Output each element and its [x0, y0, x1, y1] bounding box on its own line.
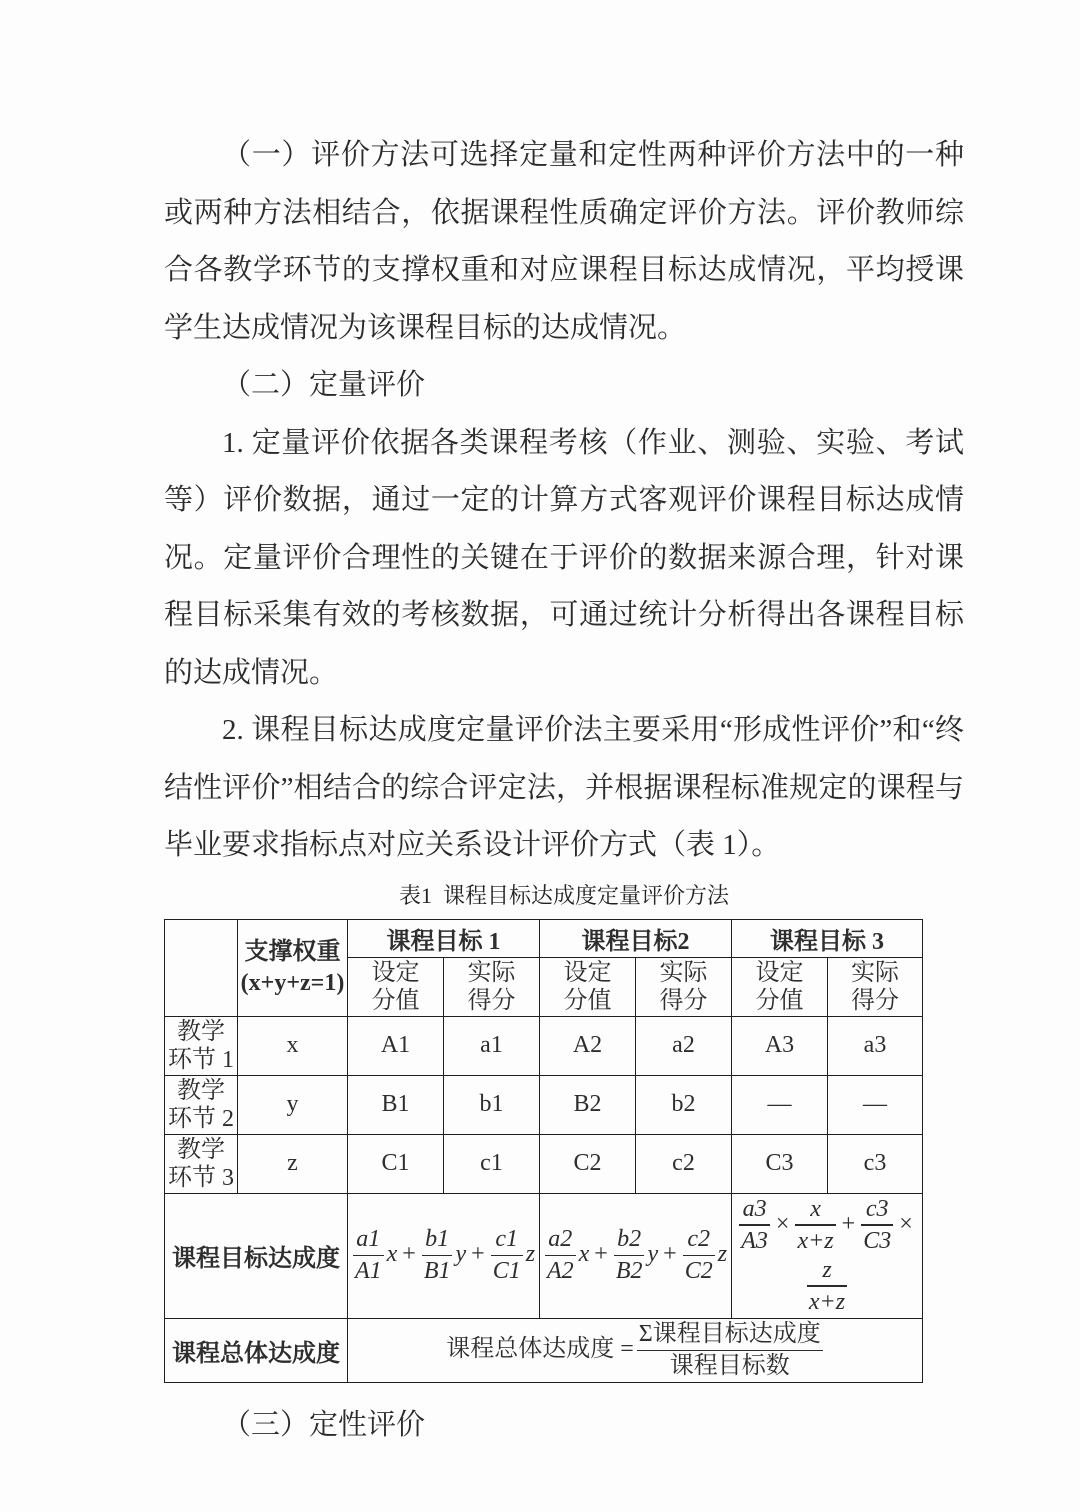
score-cell: B2 — [540, 1075, 636, 1134]
section-heading-3: （三）定性评价 — [222, 1409, 426, 1442]
score-cell: A3 — [732, 1016, 828, 1075]
support-weight-line2: (x+y+z=1) — [240, 969, 345, 996]
paragraph-2-item-1: 1. 定量评价依据各类课程考核（作业、测验、实验、考试等）评价数据，通过一定的计算方式客观评价课程目标达成情况。定量评价合理性的关键在于评价的数据来源合理，针对课程目标采集有效的考核数据，可通过统计分析得出各课程目标的达成情况。 — [164, 426, 964, 689]
paragraph-2-item-2: 2. 课程目标达成度定量评价法主要采用“形成性评价”和“终结性评价”相结合的综合评定法，并根据课程标准规定的课程与毕业要求指标点对应关系设计评价方式（表 1）。 — [164, 714, 964, 861]
corner-empty-cell — [165, 919, 238, 1016]
score-cell: C3 — [732, 1134, 828, 1193]
overall-formula: 课程总体达成度 = $\frac{\text{Σ课程目标达成度}}{\text{课程目标数}}$ — [348, 1318, 923, 1382]
table-row-teaching-step-3 — [165, 1134, 923, 1193]
score-cell: a3 — [828, 1016, 923, 1075]
weight-cell: z — [238, 1134, 348, 1193]
row-label: 教学 环节 2 — [165, 1075, 238, 1134]
table-caption: 表1 课程目标达成度定量评价方法 — [398, 882, 729, 908]
score-cell: A1 — [348, 1016, 444, 1075]
goal2-actual-score-header: 实际 得分 — [636, 957, 732, 1016]
score-cell: b1 — [444, 1075, 540, 1134]
row-label: 教学 环节 1 — [165, 1016, 238, 1075]
goal-1-header: 课程目标 1 — [348, 919, 540, 957]
goal1-formula: $\frac{a1}{A1}$ x + $\frac{b1}{B1}$ y + $\frac{c1}{C1}$ z — [348, 1193, 540, 1318]
goal2-formula: $\frac{a2}{A2}$ x + $\frac{b2}{B2}$ y + $\frac{c2}{C2}$ z — [540, 1193, 732, 1318]
goal2-set-score-header: 设定 分值 — [540, 957, 636, 1016]
goal-attainment-label: 课程目标达成度 — [165, 1193, 348, 1318]
score-cell: — — [732, 1075, 828, 1134]
score-cell: B1 — [348, 1075, 444, 1134]
overall-attainment-row — [165, 1318, 923, 1382]
overall-attainment-label: 课程总体达成度 — [165, 1318, 348, 1382]
goal1-actual-score-header: 实际 得分 — [444, 957, 540, 1016]
support-weight-line1: 支撑权重 — [244, 938, 341, 965]
score-cell: c3 — [828, 1134, 923, 1193]
score-cell: a1 — [444, 1016, 540, 1075]
weight-cell: x — [238, 1016, 348, 1075]
goal3-formula: $\frac{a3}{A3}$ × $\frac{x}{x+z}$ + $\frac{c3}{C3}$ × $\frac{z}{x+z}$ — [732, 1193, 923, 1318]
course-goal-evaluation-table — [164, 919, 923, 1384]
score-cell: C1 — [348, 1134, 444, 1193]
score-cell: c1 — [444, 1134, 540, 1193]
goal-3-header: 课程目标 3 — [732, 919, 923, 957]
support-weight-header — [238, 919, 348, 1016]
table-row-teaching-step-2 — [165, 1075, 923, 1134]
score-cell: A2 — [540, 1016, 636, 1075]
score-cell: b2 — [636, 1075, 732, 1134]
row-label: 教学 环节 3 — [165, 1134, 238, 1193]
score-cell: c2 — [636, 1134, 732, 1193]
goal3-actual-score-header: 实际 得分 — [828, 957, 923, 1016]
goal1-set-score-header: 设定 分值 — [348, 957, 444, 1016]
weight-cell: y — [238, 1075, 348, 1134]
score-cell: C2 — [540, 1134, 636, 1193]
goal-2-header: 课程目标2 — [540, 919, 732, 957]
score-cell: — — [828, 1075, 923, 1134]
goal-attainment-row — [165, 1193, 923, 1318]
score-cell: a2 — [636, 1016, 732, 1075]
table-row-teaching-step-1 — [165, 1016, 923, 1075]
goal3-set-score-header: 设定 分值 — [732, 957, 828, 1016]
paragraph-1: （一）评价方法可选择定量和定性两种评价方法中的一种或两种方法相结合，依据课程性质确定评价方法。评价教师综合各教学环节的支撑权重和对应课程目标达成情况，平均授课学生达成情况为该课程目标的达成情况。 — [164, 139, 964, 344]
section-heading-2: （二）定量评价 — [222, 369, 426, 401]
